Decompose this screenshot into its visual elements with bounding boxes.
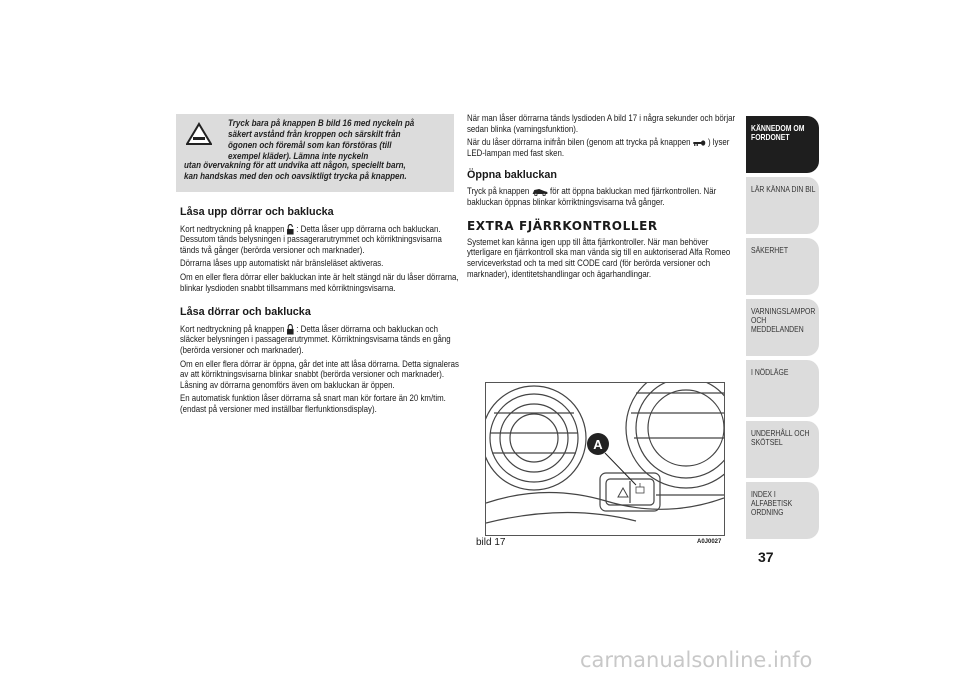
- warning-box: [176, 114, 454, 192]
- section-heading-tailgate: Öppna bakluckan: [467, 169, 557, 182]
- led-paragraph-2: När du låser dörrarna inifrån bilen (genom att trycka på knappen ) lyser LED-lampan med fast sken.: [467, 137, 730, 159]
- tab-i-nodlage[interactable]: I NÖDLÄGE: [746, 360, 819, 417]
- tab-underhall-och-skotsel[interactable]: UNDERHÅLL OCH SKÖTSEL: [746, 421, 819, 478]
- key-icon: [693, 139, 706, 147]
- warning-triangle-icon: [186, 122, 212, 146]
- led-paragraph-1: När man låser dörrarna tänds lysdioden A bild 17 i några sekunder och börjar sedan blinka (varningsfunktion).: [467, 113, 736, 135]
- lock-padlock-icon: [287, 324, 294, 335]
- page-number: 37: [758, 549, 774, 565]
- extra-remotes-paragraph: Systemet kan känna igen upp till åtta fjärrkontroller. När man behöver ytterligare en fjärrkontroll ska man vända sig till en auktoriserad Alfa Romeo serviceverkstad och ta med sitt CODE card (för berörda versioner och marknader), identitetshandlingar och ägarhandlingar.: [467, 236, 731, 280]
- tailgate-paragraph: Tryck på knappen för att öppna bakluckan med fjärrkontrollen. När bakluckan öppnas blinkar körriktningsvisarna två gånger.: [467, 186, 717, 208]
- figure-code: A0J0027: [697, 539, 722, 545]
- tab-kannedom-om-fordonet[interactable]: KÄNNEDOM OM FORDONET: [746, 116, 819, 173]
- tab-lar-kanna-din-bil[interactable]: LÄR KÄNNA DIN BIL: [746, 177, 819, 234]
- right-column: [467, 114, 737, 283]
- section-heading-unlock: Låsa upp dörrar och baklucka: [180, 206, 334, 218]
- tab-index[interactable]: INDEX I ALFABETISK ORDNING: [746, 482, 819, 539]
- section-heading-extra-remotes: EXTRA FJÄRRKONTROLLER: [467, 219, 658, 234]
- lock-paragraph-1: Kort nedtryckning på knappen : Detta låser dörrarna och bakluckan och släcker belysningen i passagerarutrymmet. Körriktningsvisarna tänds en gång (berörda versioner och marknader).: [180, 323, 451, 356]
- chapter-tabs: [746, 116, 819, 543]
- figure-caption: bild 17: [476, 537, 506, 548]
- unlock-padlock-icon: [287, 224, 294, 235]
- unlock-paragraph-2: Dörrarna låses upp automatiskt när bränsleläset aktiveras.: [180, 258, 384, 270]
- watermark: carmanualsonline.info: [580, 648, 813, 672]
- warning-text-full: utan övervakning för att undvika att någon, speciellt barn, kan handskas med den och oavsiktligt trycka på knappen.: [184, 159, 407, 181]
- tab-varningslampor[interactable]: VARNINGSLAMPOR OCH MEDDELANDEN: [746, 299, 819, 356]
- section-heading-lock: Låsa dörrar och baklucka: [180, 306, 311, 319]
- lock-paragraph-3: En automatisk funktion låser dörrarna så snart man kör fortare än 20 km/tim. (endast på versioner med inställbar flerfunktionsdisplay).: [180, 393, 446, 415]
- dashboard-illustration: [486, 383, 724, 535]
- lock-paragraph-2: Om en eller flera dörrar är öppna, går det inte att låsa dörrarna. Detta signaleras av att körriktningsvisarna blinkar snabbt (berörda versioner och marknader). Låsning av dörrarna genomförs även om bakluckan är öppen.: [180, 358, 459, 391]
- unlock-paragraph-3: Om en eller flera dörrar eller bakluckan inte är helt stängd när du låser dörrarna, blinkar lysdioden snabbt tillsammans med körriktningsvisarna.: [180, 272, 459, 294]
- figure-17-illustration: [485, 382, 725, 536]
- left-column: [180, 207, 460, 419]
- unlock-paragraph-1: Kort nedtryckning på knappen : Detta låser upp dörrarna och bakluckan. Dessutom tänds belysningen i passagerarutrymmet och körriktningsvisarna tänds två gånger (berörda versioner och marknader).: [180, 223, 442, 256]
- car-tailgate-icon: [531, 187, 547, 196]
- warning-text-indented: Tryck bara på knappen B bild 16 med nyckeln på säkert avstånd från kroppen och särskilt från ögonen och föremål som kan förstöras (till exempel kläder). Lämna inte nyckeln: [228, 117, 415, 161]
- marker-a-label: A: [593, 437, 603, 452]
- tab-sakerhet[interactable]: SÄKERHET: [746, 238, 819, 295]
